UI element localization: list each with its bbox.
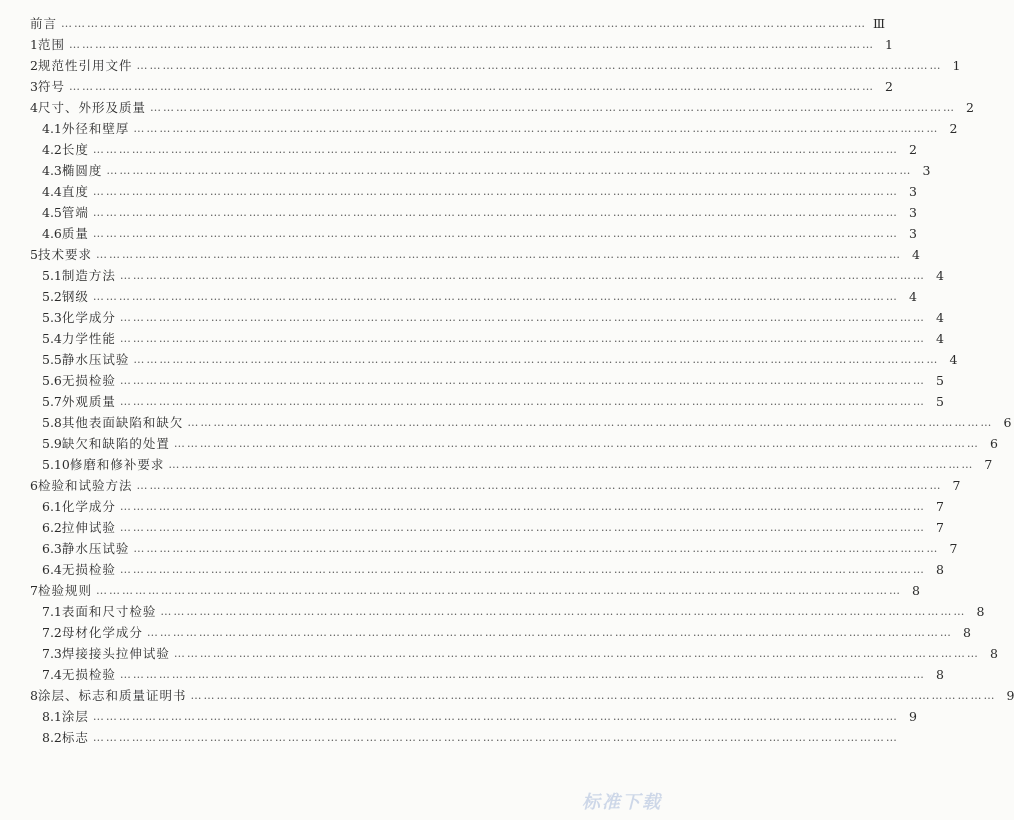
toc-entry-title: 范围 <box>37 37 65 52</box>
toc-entry-page: 4 <box>935 309 944 325</box>
toc-entry-page: 3 <box>908 204 917 220</box>
toc-entry[interactable] <box>30 96 974 118</box>
toc-entry-page: 6 <box>989 435 998 451</box>
toc-leader-dots: …………………………………………………………………………………………………………………………………………………………………… <box>173 436 980 450</box>
toc-entry-number: 5.9 <box>42 435 62 451</box>
toc-entry-title: 静水压试验 <box>61 352 130 367</box>
toc-entry-page: 3 <box>908 225 917 241</box>
toc-entry-page: 8 <box>912 582 920 598</box>
toc-entry[interactable] <box>42 642 998 664</box>
toc-leader-dots: …………………………………………………………………………………………………………………………………………………………………… <box>119 562 926 576</box>
toc-entry[interactable] <box>30 579 920 601</box>
toc-entry-page: 9 <box>908 708 917 724</box>
toc-entry-title: 其他表面缺陷和缺欠 <box>61 415 184 430</box>
toc-entry-number: 4.2 <box>42 141 62 157</box>
toc-entry[interactable] <box>42 138 917 160</box>
toc-entry-number: 6.4 <box>42 561 62 577</box>
toc-entry-title: 拉伸试验 <box>61 520 116 535</box>
toc-entry[interactable] <box>42 411 1012 433</box>
toc-entry-number: 8 <box>30 687 38 703</box>
toc-entry-number: 7 <box>30 582 38 598</box>
toc-entry[interactable] <box>42 432 998 454</box>
toc-entry[interactable] <box>42 726 899 748</box>
toc-entry-page: 7 <box>935 519 944 535</box>
toc-entry-page: 4 <box>935 330 944 346</box>
toc-leader-dots: …………………………………………………………………………………………………………………………………………………………………… <box>119 499 926 513</box>
toc-leader-dots: …………………………………………………………………………………………………………………………………………………………………… <box>106 163 913 177</box>
toc-leader-dots: …………………………………………………………………………………………………………………………………………………………………… <box>95 247 902 261</box>
toc-entry-title: 规范性引用文件 <box>37 58 133 73</box>
toc-entry-page: 1 <box>952 57 961 73</box>
toc-entry-page: 8 <box>976 603 985 619</box>
toc-entry-number: 7.3 <box>42 645 62 661</box>
toc-leader-dots: …………………………………………………………………………………………………………………………………………………………………… <box>119 331 926 345</box>
toc-entry-number: 5.1 <box>42 267 62 283</box>
toc-entry[interactable] <box>42 327 944 349</box>
toc-entry-page: 3 <box>922 162 931 178</box>
toc-entry-number: 6.3 <box>42 540 62 556</box>
toc-entry-number: 2 <box>30 57 38 73</box>
toc-leader-dots: …………………………………………………………………………………………………………………………………………………………………… <box>92 205 899 219</box>
toc-entry-title: 椭圆度 <box>61 163 103 178</box>
toc-entry-page: 4 <box>949 351 958 367</box>
toc-entry[interactable] <box>42 222 917 244</box>
toc-entry-number: 8.1 <box>42 708 62 724</box>
toc-entry-page: 7 <box>984 456 993 472</box>
toc-entry-title: 直度 <box>61 184 89 199</box>
toc-entry-title: 长度 <box>61 142 89 157</box>
toc-entry-title: 焊接接头拉伸试验 <box>61 646 170 661</box>
toc-entry-number: 5.7 <box>42 393 62 409</box>
toc-entry-title: 管端 <box>61 205 89 220</box>
toc-entry-number: 1 <box>30 36 38 52</box>
toc-entry-page: 7 <box>949 540 958 556</box>
toc-entry[interactable] <box>42 663 944 685</box>
toc-entry[interactable] <box>30 474 961 496</box>
toc-leader-dots: …………………………………………………………………………………………………………………………………………………………………… <box>119 520 926 534</box>
toc-entry-page: 3 <box>908 183 917 199</box>
toc-leader-dots: …………………………………………………………………………………………………………………………………………………………………… <box>92 142 899 156</box>
toc-entry-title: 涂层、标志和质量证明书 <box>37 688 187 703</box>
toc-leader-dots: …………………………………………………………………………………………………………………………………………………………………… <box>190 688 997 702</box>
toc-entry-page: 2 <box>885 78 893 94</box>
toc-entry-title: 技术要求 <box>37 247 92 262</box>
toc-entry-page: 8 <box>962 624 971 640</box>
toc-entry[interactable] <box>42 117 958 139</box>
toc-entry[interactable] <box>30 75 893 97</box>
toc-entry-number: 5.8 <box>42 414 62 430</box>
toc-leader-dots: …………………………………………………………………………………………………………………………………………………………………… <box>133 121 940 135</box>
toc-entry-title: 标志 <box>61 730 89 745</box>
toc-entry-title: 符号 <box>37 79 65 94</box>
toc-entry[interactable] <box>42 369 944 391</box>
toc-entry[interactable] <box>42 600 985 622</box>
toc-entry-title: 母材化学成分 <box>61 625 143 640</box>
toc-entry-page: 2 <box>949 120 958 136</box>
toc-entry-number: 3 <box>30 78 38 94</box>
toc-leader-dots: …………………………………………………………………………………………………………………………………………………………………… <box>119 394 926 408</box>
toc-entry-title: 无损检验 <box>61 373 116 388</box>
toc-entry[interactable] <box>30 684 1014 706</box>
watermark-logo: 标准下载 <box>582 792 662 813</box>
toc-entry-number: 7.2 <box>42 624 62 640</box>
toc-entry-title: 化学成分 <box>61 310 116 325</box>
toc-leader-dots: …………………………………………………………………………………………………………………………………………………………………… <box>119 268 926 282</box>
toc-entry-page: 8 <box>935 561 944 577</box>
toc-leader-dots: …………………………………………………………………………………………………………………………………………………………………… <box>160 604 967 618</box>
toc-entry-number: 6.2 <box>42 519 62 535</box>
toc-leader-dots: …………………………………………………………………………………………………………………………………………………………………… <box>136 58 943 72</box>
toc-entry-page: 2 <box>908 141 917 157</box>
toc-entry-title: 涂层 <box>61 709 89 724</box>
toc-entry-number: 8.2 <box>42 729 62 745</box>
toc-entry-title: 外径和壁厚 <box>61 121 130 136</box>
toc-leader-dots: …………………………………………………………………………………………………………………………………………………………………… <box>133 352 940 366</box>
toc-entry-number: 7.1 <box>42 603 62 619</box>
toc-leader-dots: …………………………………………………………………………………………………………………………………………………………………… <box>92 730 899 744</box>
toc-entry-title: 表面和尺寸检验 <box>61 604 157 619</box>
toc-entry-title: 力学性能 <box>61 331 116 346</box>
toc-entry[interactable] <box>42 201 917 223</box>
toc-entry-title: 尺寸、外形及质量 <box>37 100 146 115</box>
toc-leader-dots: …………………………………………………………………………………………………………………………………………………………………… <box>119 310 926 324</box>
toc-entry[interactable] <box>30 12 886 34</box>
toc-entry-title: 质量 <box>61 226 89 241</box>
toc-entry-page: 8 <box>989 645 998 661</box>
toc-entry-title: 静水压试验 <box>61 541 130 556</box>
toc-leader-dots: …………………………………………………………………………………………………………………………………………………………………… <box>146 625 953 639</box>
toc-entry-page: 2 <box>966 99 974 115</box>
toc-entry[interactable] <box>42 705 917 727</box>
toc-entry[interactable] <box>42 348 958 370</box>
toc-entry-title: 外观质量 <box>61 394 116 409</box>
toc-entry-number: 5.10 <box>42 456 70 472</box>
toc-leader-dots: …………………………………………………………………………………………………………………………………………………………………… <box>173 646 980 660</box>
toc-entry-title: 化学成分 <box>61 499 116 514</box>
toc-entry-number: 4 <box>30 99 38 115</box>
toc-entry-number: 4.6 <box>42 225 62 241</box>
toc-entry[interactable] <box>42 516 944 538</box>
toc-entry[interactable] <box>30 243 920 265</box>
toc-entry-number: 7.4 <box>42 666 62 682</box>
toc-leader-dots: …………………………………………………………………………………………………………………………………………………………………… <box>119 667 926 681</box>
toc-entry-number: 5.5 <box>42 351 62 367</box>
toc-leader-dots: …………………………………………………………………………………………………………………………………………………………………… <box>149 100 956 114</box>
toc-entry-title: 钢级 <box>61 289 89 304</box>
toc-entry-number: 5.3 <box>42 309 62 325</box>
toc-entry-page: 7 <box>952 477 961 493</box>
toc-leader-dots: …………………………………………………………………………………………………………………………………………………………………… <box>136 478 943 492</box>
toc-entry-number: 6 <box>30 477 38 493</box>
toc-entry-page: 5 <box>935 393 944 409</box>
toc-leader-dots: …………………………………………………………………………………………………………………………………………………………………… <box>119 373 926 387</box>
toc-entry[interactable] <box>42 180 917 202</box>
toc-entry-page: 4 <box>912 246 920 262</box>
toc-entry-number: 5.4 <box>42 330 62 346</box>
toc-leader-dots: …………………………………………………………………………………………………………………………………………………………………… <box>92 709 899 723</box>
toc-entry[interactable] <box>30 33 893 55</box>
toc-entry-title: 修磨和修补要求 <box>69 457 165 472</box>
toc-entry-number: 4.4 <box>42 183 62 199</box>
toc-entry-page: 1 <box>885 36 893 52</box>
toc-entry-page: 4 <box>935 267 944 283</box>
toc-entry[interactable] <box>42 264 944 286</box>
toc-entry-title: 检验和试验方法 <box>37 478 133 493</box>
toc-entry-page: 4 <box>908 288 917 304</box>
toc-leader-dots: …………………………………………………………………………………………………………………………………………………………………… <box>92 184 899 198</box>
toc-leader-dots: …………………………………………………………………………………………………………………………………………………………………… <box>68 37 875 51</box>
toc-entry[interactable] <box>42 390 944 412</box>
toc-entry-number: 5.2 <box>42 288 62 304</box>
toc-leader-dots: …………………………………………………………………………………………………………………………………………………………………… <box>61 16 868 30</box>
toc-leader-dots: …………………………………………………………………………………………………………………………………………………………………… <box>187 415 994 429</box>
toc-entry-page: 9 <box>1006 687 1014 703</box>
toc-entry-number: 4.3 <box>42 162 62 178</box>
toc-entry-title: 前言 <box>30 16 58 31</box>
toc-entry-number: 4.1 <box>42 120 62 136</box>
toc-entry[interactable] <box>42 306 944 328</box>
toc-entry-number: 5 <box>30 246 38 262</box>
toc-leader-dots: …………………………………………………………………………………………………………………………………………………………………… <box>168 457 975 471</box>
toc-leader-dots: …………………………………………………………………………………………………………………………………………………………………… <box>68 79 875 93</box>
toc-entry[interactable] <box>42 453 993 475</box>
toc-entry-title: 制造方法 <box>61 268 116 283</box>
toc-entry[interactable] <box>42 537 958 559</box>
toc-leader-dots: …………………………………………………………………………………………………………………………………………………………………… <box>95 583 902 597</box>
toc-entry[interactable] <box>42 285 917 307</box>
toc-entry[interactable] <box>42 558 944 580</box>
toc-entry-number: 5.6 <box>42 372 62 388</box>
toc-entry-title: 无损检验 <box>61 562 116 577</box>
toc-entry-page: 8 <box>935 666 944 682</box>
toc-leader-dots: …………………………………………………………………………………………………………………………………………………………………… <box>92 289 899 303</box>
toc-leader-dots: …………………………………………………………………………………………………………………………………………………………………… <box>92 226 899 240</box>
toc-entry-page: 6 <box>1003 414 1012 430</box>
toc-entry[interactable] <box>30 54 961 76</box>
toc-leader-dots: …………………………………………………………………………………………………………………………………………………………………… <box>133 541 940 555</box>
toc-entry[interactable] <box>42 621 971 643</box>
toc-entry-number: 6.1 <box>42 498 62 514</box>
toc-entry-title: 检验规则 <box>37 583 92 598</box>
toc-entry-page: Ⅲ <box>872 15 886 31</box>
toc-entry[interactable] <box>42 495 944 517</box>
toc-entry-number: 4.5 <box>42 204 62 220</box>
toc-entry[interactable] <box>42 159 931 181</box>
toc-entry-title: 缺欠和缺陷的处置 <box>61 436 170 451</box>
toc-entry-title: 无损检验 <box>61 667 116 682</box>
toc-entry-page: 7 <box>935 498 944 514</box>
toc-entry-page: 5 <box>935 372 944 388</box>
